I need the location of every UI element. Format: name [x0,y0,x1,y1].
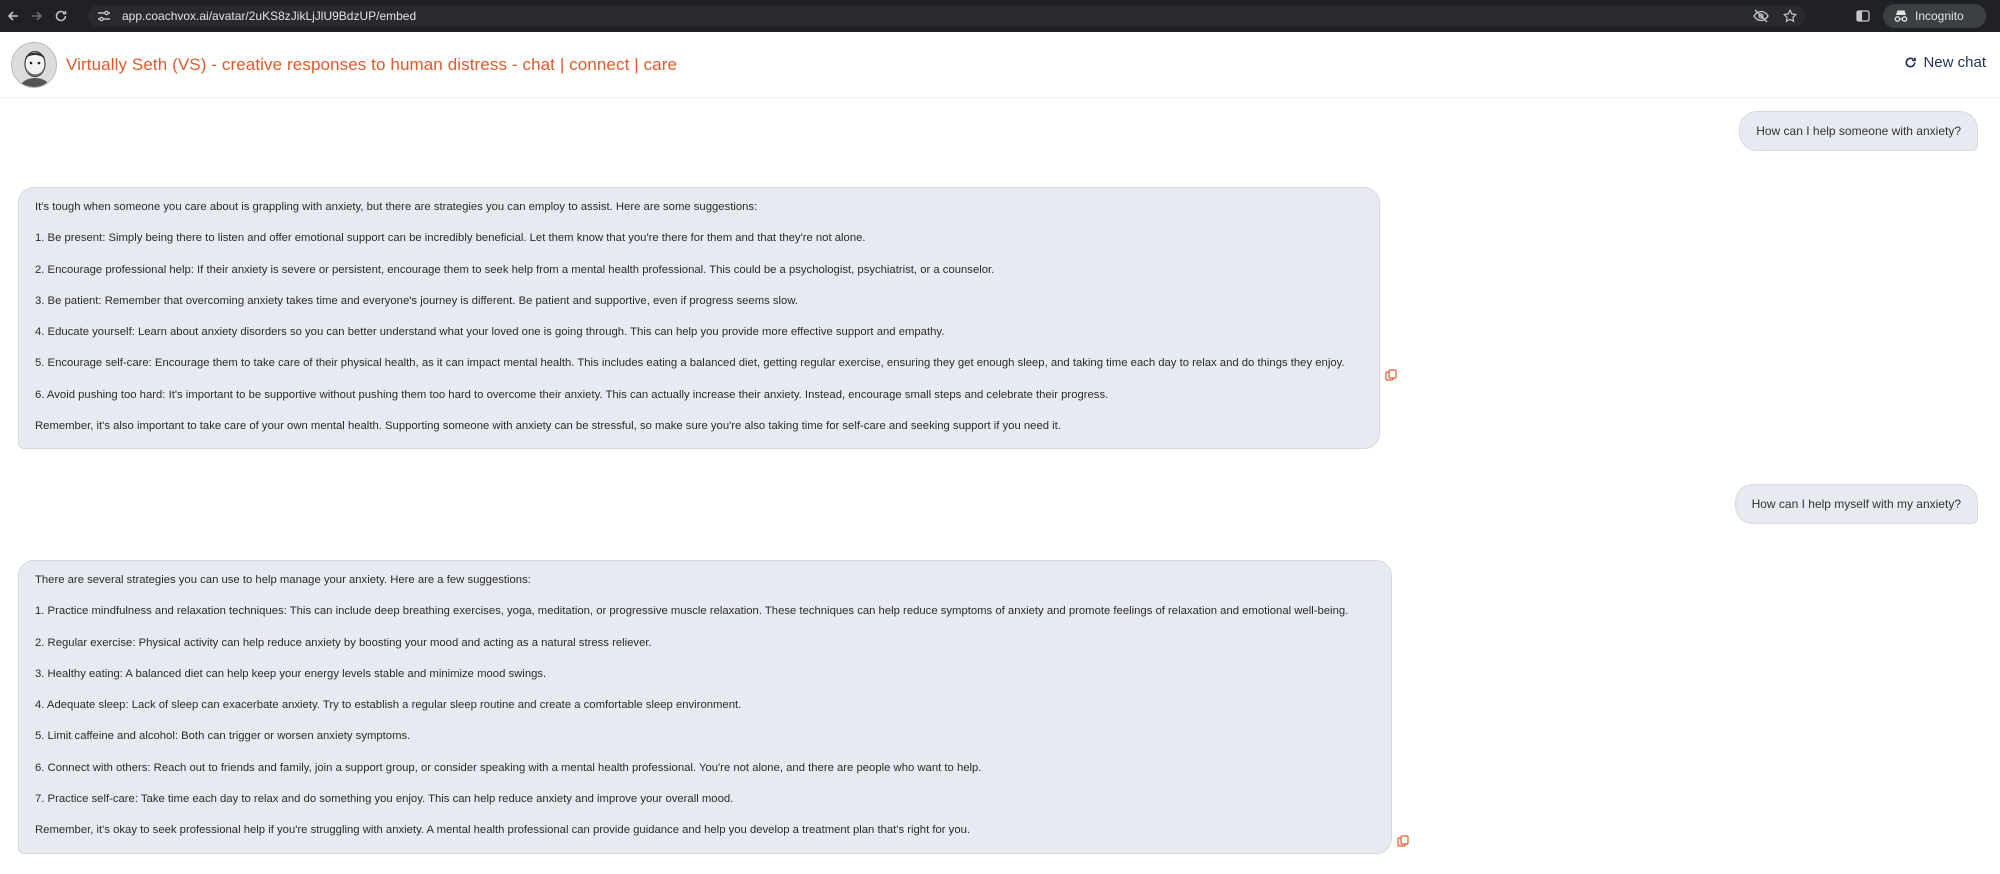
forward-arrow-icon[interactable] [26,5,48,27]
message-paragraph: Remember, it's okay to seek professional help if you're struggling with anxiety. A mental health professional can provide guidance and help you develop a treatment plan that's right for you. [35,824,971,837]
bookmark-star-icon[interactable] [1783,9,1797,23]
chat-thread [0,98,2000,874]
incognito-indicator[interactable] [1883,4,1986,28]
browser-toolbar [0,0,2000,32]
message-paragraph: Remember, it's also important to take care of your own mental health. Supporting someone with anxiety can be stressful, so make sure you're also taking time for self-care and seeking support if you need it. [35,420,1061,433]
message-paragraph: 1. Practice mindfulness and relaxation techniques: This can include deep breathing exercises, yoga, meditation, or progressive muscle relaxation. These techniques can help reduce symptoms of anxiety and promote feelings of relaxation and emotional well-being. [35,605,1349,618]
site-settings-icon[interactable] [92,10,116,22]
reload-icon[interactable] [50,5,72,27]
user-message [1739,111,1978,151]
message-paragraph: 4. Educate yourself: Learn about anxiety disorders so you can better understand what your loved one is going through. This can help you provide more effective support and empathy. [35,326,945,339]
message-paragraph: 4. Adequate sleep: Lack of sleep can exacerbate anxiety. Try to establish a regular sleep routine and create a comfortable sleep environment. [35,699,742,712]
message-paragraph: 7. Practice self-care: Take time each day to relax and do something you enjoy. This can help reduce anxiety and improve your overall mood. [35,793,734,806]
message-paragraph: 1. Be present: Simply being there to listen and offer emotional support can be incredibly beneficial. Let them know that you're there for them and that they're not alone. [35,232,866,245]
url-text[interactable]: app.coachvox.ai/avatar/2uKS8zJikLjJlU9BdzUP/embed [122,9,417,23]
message-paragraph: 5. Limit caffeine and alcohol: Both can trigger or worsen anxiety symptoms. [35,730,411,743]
new-chat-button[interactable] [1904,54,1986,71]
user-message-text: How can I help myself with my anxiety? [1751,497,1961,511]
incognito-icon [1893,9,1909,23]
message-paragraph: 3. Healthy eating: A balanced diet can help keep your energy levels stable and minimize mood swings. [35,667,547,680]
page-title: Virtually Seth (VS) - creative responses to human distress - chat | connect | care [66,54,678,74]
assistant-message [18,187,1380,449]
message-paragraph: 3. Be patient: Remember that overcoming anxiety takes time and everyone's journey is different. Be patient and supportive, even if progress seems slow. [35,294,799,307]
avatar-portrait-icon [12,43,57,88]
side-panel-icon[interactable] [1856,5,1870,27]
incognito-label: Incognito [1915,9,1964,23]
app-header [0,32,2000,98]
avatar [11,42,57,88]
eye-off-icon[interactable] [1753,9,1769,23]
message-paragraph: 2. Regular exercise: Physical activity can help reduce anxiety by boosting your mood and acting as a natural stress reliever. [35,636,652,649]
copy-icon[interactable] [1397,834,1409,846]
copy-icon[interactable] [1385,368,1397,380]
address-bar[interactable] [88,5,1805,27]
refresh-icon [1904,56,1917,69]
back-arrow-icon[interactable] [2,5,24,27]
message-paragraph: It's tough when someone you care about is grappling with anxiety, but there are strategies you can employ to assist. Here are some suggestions: [35,201,758,213]
message-paragraph: 2. Encourage professional help: If their anxiety is severe or persistent, encourage them to seek help from a mental health professional. This could be a psychologist, psychiatrist, or a counselor. [35,263,995,276]
message-paragraph: 5. Encourage self-care: Encourage them to take care of their physical health, as it can impact mental health. This includes eating a balanced diet, getting regular exercise, ensuring they get enough sleep, and taking time each day to relax and do things they enjoy. [35,357,1345,370]
assistant-message [18,560,1392,854]
user-message-text: How can I help someone with anxiety? [1756,124,1961,138]
message-paragraph: 6. Connect with others: Reach out to friends and family, join a support group, or consider speaking with a mental health professional. You're not alone, and there are people who want to help. [35,761,982,774]
message-paragraph: 6. Avoid pushing too hard: It's important to be supportive without pushing them too hard to overcome their anxiety. This can actually increase their anxiety. Instead, encourage small steps and celebrate their progress. [35,388,1109,401]
new-chat-label: New chat [1923,54,1986,71]
message-paragraph: There are several strategies you can use to help manage your anxiety. Here are a few suggestions: [35,574,531,586]
user-message [1735,484,1978,524]
